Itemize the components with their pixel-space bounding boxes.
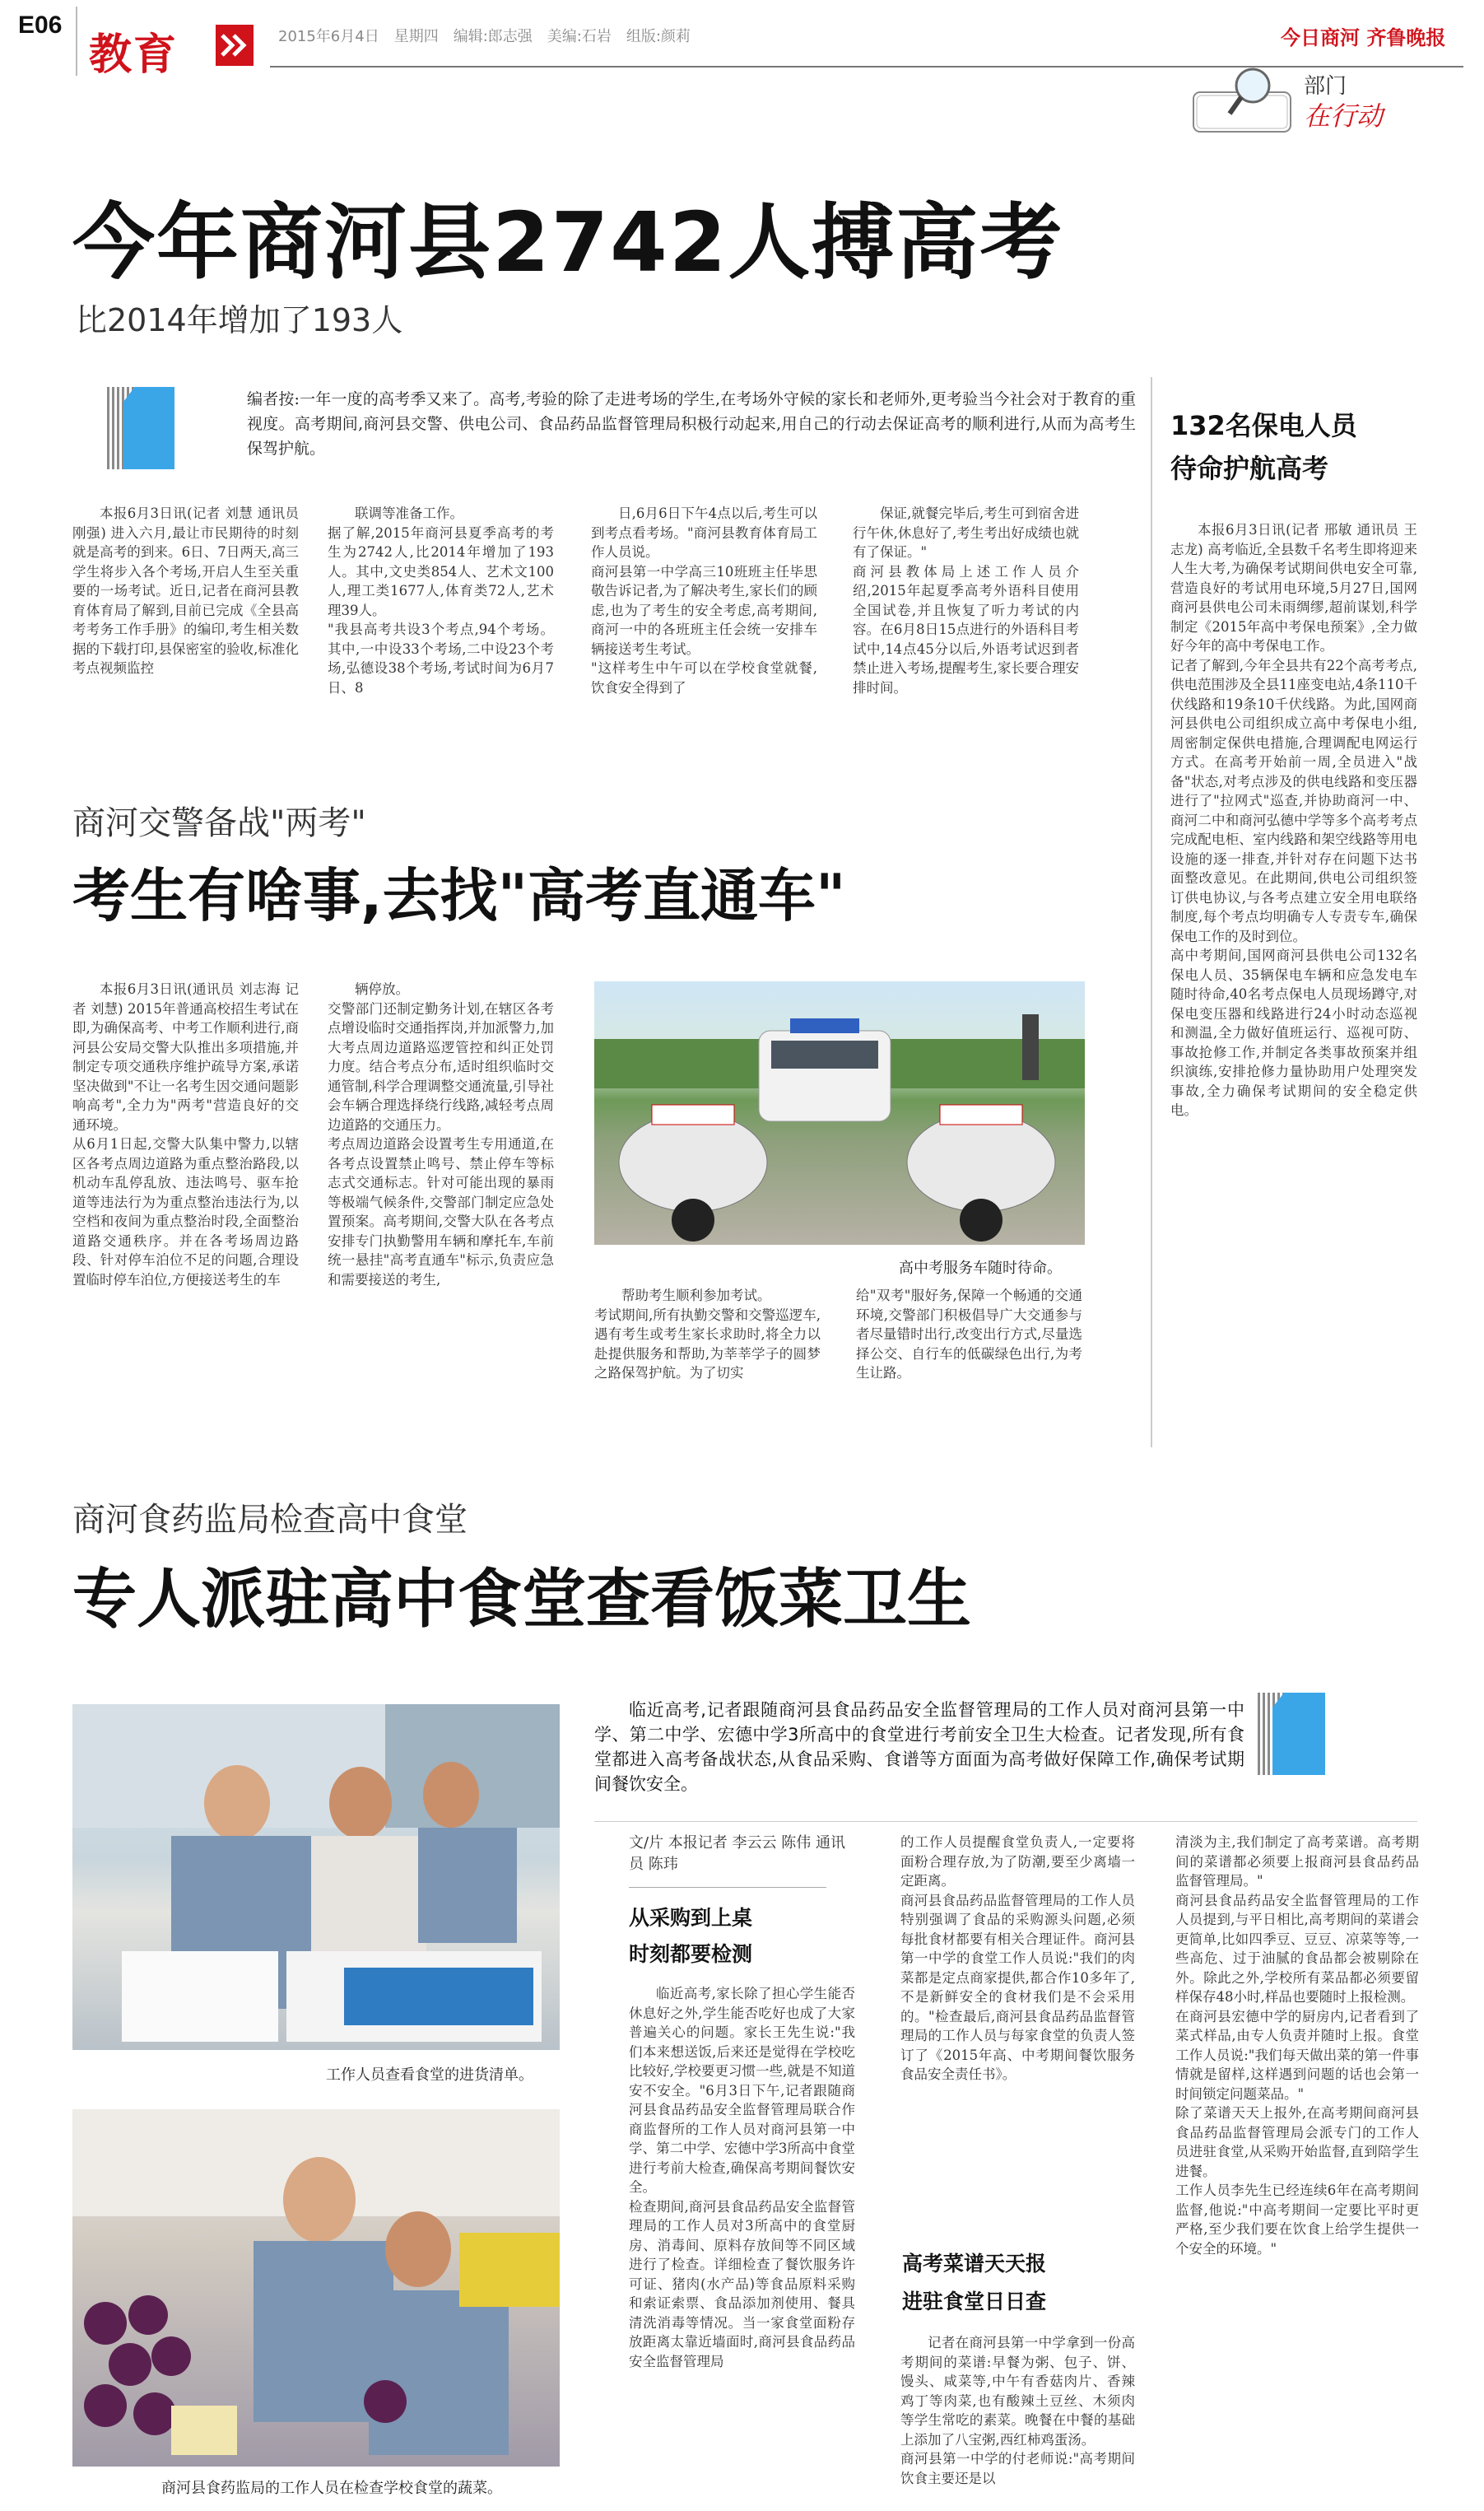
vegetable-photo — [72, 2109, 560, 2467]
traffic-police-photo — [594, 981, 1085, 1245]
article3-col2b — [900, 2333, 1135, 2486]
article3-title: 专人派驻高中食堂查看饭菜卫生 — [72, 1563, 972, 1637]
section-title: 教育 — [89, 30, 179, 80]
inspection-photo — [72, 1704, 560, 2050]
double-chevron-icon — [216, 25, 254, 66]
article2-col3-text: 帮助考生顺利参加考试。 考试期间,所有执勤交警和交警巡逻车,遇有考生或考生家长求助时,将全力以赴提供服务和帮助,为莘莘学子的圆梦之路保驾护航。为了切实 — [594, 1288, 821, 1381]
article1-col2 — [328, 504, 554, 743]
article1-col1: 本报6月3日讯(记者 刘慧 通讯员 刚强) 进入六月,最让市民期待的时刻就是高考的到来。6日、7日两天,高三学生将步入各个考场,开启人生至关重要的一场考试。近日,记者在商河县教育体育局了解到,目前已完成《全县高考考务工作手册》的编印,考生相关数据的下载打印,县保密室的验收,标准化考点视频监控 — [72, 505, 299, 676]
article1-subtitle: 比2014年增加了193人 — [76, 302, 403, 338]
subhead1-line1: 从采购到上桌 — [629, 1906, 753, 1930]
brand-logo: 今日商河 齐鲁晚报 — [1281, 26, 1446, 49]
magnifier-icon — [1190, 63, 1297, 138]
article3-col2-text: 的工作人员提醒食堂负责人,一定要将面粉合理存放,为了防潮,要至少离墙一定距离。 商河县食品药品监督管理局的工作人员特别强调了食品的采购源头问题,必须每批食材都要有相关合理证件。商河县第一中学的食堂工作人员说:"我们的肉菜都是定点商家提供,都合作10多年了,不是新鲜安全的食材我们是不会采用的。"检查最后,商河县食品药品监督管理局的工作人员与每家食堂的负责人签订了《2015年高、中考期间餐饮服务食品安全责任书》。 — [900, 1834, 1135, 2082]
article2-col1-text: 本报6月3日讯(通讯员 刘志海 记者 刘慧) 2015年普通高校招生考试在即,为确保高考、中考工作顺利进行,商河县公安局交警大队推出多项措施,并制定专项交通秩序维护疏导方案,承诺坚决做到"不让一名考生因交通问题影响高考",全力为"两考"营造良好的交通环境。 从6月1日起,交警大队集中警力,以辖区各考点周边道路为重点整治路段,以机动车乱停乱放、违法鸣号、驱车抢道等违法行为为重点整治违法行为,以空档和夜间为重点整治时段,全面整治道路交通秩序。并在各考场周边路段、针对停车泊位不足的问题,合理设置临时停车泊位,方便接送考生的车 — [72, 981, 299, 1288]
sidebar-body — [1170, 520, 1417, 1442]
article1-col4 — [853, 504, 1079, 743]
article1-col3 — [591, 504, 817, 743]
article1-title: 今年商河县2742人搏高考 — [72, 194, 1064, 291]
article3-lead: 临近高考,记者跟随商河县食品药品安全监督管理局的工作人员对商河县第一中学、第二中学、宏德中学3所高中的食堂进行考前安全卫生大检查。记者发现,所有食堂都进入高考备战状态,从食品采购、食谱等方面面为高考做好保障工作,确保考试期间餐饮安全。 — [594, 1700, 1244, 1794]
lead-icon — [1272, 1693, 1325, 1775]
byline-rule — [629, 1887, 826, 1888]
article2-col4 — [856, 1286, 1082, 1418]
editor-note: 编者按:一年一度的高考季又来了。高考,考验的除了走进考场的学生,在考场外守候的家长和老师外,更考验当今社会对于教育的重视度。高考期间,商河县交警、供电公司、食品药品监督管理局积极行动起来,用自己的行动去保证高考的顺利进行,从而为高考生保驾护航。 — [247, 390, 1136, 458]
vegetable-photo-caption: 商河县食药监局的工作人员在检查学校食堂的蔬菜。 — [161, 2480, 502, 2497]
header-divider — [76, 7, 77, 76]
article1-col4-text: 保证,就餐完毕后,考生可到宿舍进行午休,休息好了,考生考出好成绩也就有了保证。" 商河县教体局上述工作人员介绍,2015年起夏季高考外语科目使用全国试卷,并且恢复了听力考试的内容。在6月8日15点进行的外语科目考试中,14点45分以后,外语考试迟到者禁止进入考场,提醒考生,家长要合理安排时间。 — [853, 505, 1079, 696]
subhead1-line2: 时刻都要检测 — [629, 1942, 753, 1966]
article2-col2-text: 辆停放。 交警部门还制定勤务计划,在辖区各考点增设临时交通指挥岗,并加派警力,加大考点周边道路巡逻管控和纠正处罚力度。结合考点分布,适时组织临时交通管制,科学合理调整交通流量,引导社会车辆合理选择绕行线路,减轻考点周边道路的交通压力。 考点周边道路会设置考生专用通道,在各考点设置禁止鸣号、禁止停车等标志式交通标志。针对可能出现的暴雨等极端气候条件,交警部门制定应急处置预案。高考期间,交警大队在各考点安排专门执勤警用车辆和摩托车,车前统一悬挂"高考直通车"标示,负责应急和需要接送的考生, — [328, 981, 554, 1288]
article2-col4-text: 给"双考"服好务,保障一个畅通的交通环境,交警部门积极倡导广大交通参与者尽量错时出行,改变出行方式,尽量选择公交、自行车的低碳绿色出行,为考生让路。 — [856, 1288, 1082, 1381]
page-number: E06 — [18, 12, 63, 39]
article2-col2 — [328, 980, 554, 1418]
article3-col3 — [1175, 1833, 1419, 2471]
dept-tagline: 在行动 — [1304, 100, 1384, 132]
sidebar-title-line2: 待命护航高考 — [1170, 453, 1329, 484]
subhead2-line2: 进驻食堂日日查 — [902, 2290, 1047, 2313]
article3-col1 — [629, 1984, 855, 2471]
article2-col3 — [594, 1286, 821, 1418]
article3-col2 — [900, 1833, 1135, 2236]
sidebar-title-line1: 132名保电人员 — [1170, 410, 1357, 441]
article3-kicker: 商河食药监局检查高中食堂 — [72, 1501, 468, 1539]
dept-label: 部门 — [1304, 74, 1347, 99]
article3-byline: 文/片 本报记者 李云云 陈伟 通讯员 陈玮 — [629, 1834, 845, 1873]
traffic-photo-caption: 高中考服务车随时待命。 — [899, 1260, 1062, 1277]
article3-col1-text: 临近高考,家长除了担心学生能否休息好之外,学生能否吃好也成了大家普遍关心的问题。家长王先生说:"我们本来想送饭,后来还是觉得在学校吃比较好,学校要更习惯一些,就是不知道安不安全。"6月3日下午,记者跟随商河县食品药品安全监督管理局联合作商监督所的工作人员对商河县第一中学、第二中学、宏德中学3所高中食堂进行考前大检查,确保高考期间餐饮安全。 检查期间,商河县食品药品安全监督管理局的工作人员对3所高中的食堂厨房、消毒间、原料存放间等不同区域进行了检查。详细检查了餐饮服务许可证、猪肉(水产品)等食品原料采购和索证索票、食品添加剂使用、餐具清洗消毒等情况。当一家食堂面粉存放距离太靠近墙面时,商河县食品药品安全监督管理局 — [629, 1986, 855, 2369]
sidebar-divider — [1151, 377, 1152, 1447]
article1-col2-text: 联调等准备工作。 据了解,2015年商河县夏季高考的考生为2742人,比2014年增加了193人。其中,文史类854人、艺术文100人,理工类1677人,体育类72人,艺术理39人。 "我县高考共设3个考点,94个考场。其中,一中设33个考场,二中设23个考场,弘德设38个考场,考试时间为6月7日、8 — [328, 505, 554, 696]
article3-col2b-text: 记者在商河县第一中学拿到一份高考期间的菜谱:早餐为粥、包子、饼、馒头、咸菜等,中午有香菇肉片、香辣鸡丁等肉菜,也有酸辣土豆丝、木须肉等学生常吃的素菜。晚餐在中餐的基础上添加了八宝粥,西红柿鸡蛋汤。 商河县第一中学的付老师说:"高考期间饮食主要还是以 — [900, 2335, 1135, 2486]
subhead2-line1: 高考菜谱天天报 — [902, 2252, 1047, 2276]
article2-col1 — [72, 980, 299, 1418]
lead-rule — [594, 1821, 1417, 1822]
article3-col3-text: 清淡为主,我们制定了高考菜谱。高考期间的菜谱都必须要上报商河县食品药品监督管理局。" 商河县食品药品安全监督管理局的工作人员提到,与平日相比,高考期间的菜谱会更简单,比如四季豆、豆豆、凉菜等等,一些高危、过于油腻的食品都会被剔除在外。除此之外,学校所有菜品都必须要留样保存48小时,样品也要随时上报检测。 在商河县宏德中学的厨房内,记者看到了菜式样品,由专人负责并随时上报。食堂工作人员说:"我们每天做出菜的第一件事情就是留样,这样遇到问题的话也会第一时间锁定问题菜品。" 除了菜谱天天上报外,在高考期间商河县食品药品监督管理局会派专门的工作人员进驻食堂,从采购开始监督,直到陪学生进餐。 工作人员李先生已经连续6年在高考期间监督,他说:"中高考期间一定要比平时更严格,至少我们要在饮食上给学生提供一个安全的环境。" — [1175, 1834, 1419, 2257]
sidebar-body-text: 本报6月3日讯(记者 邢敏 通讯员 王志龙) 高考临近,全县数千名考生即将迎来人生大考,为确保考试期间供电安全可靠,营造良好的考试用电环境,5月27日,国网商河县供电公司未雨绸缪,超前谋划,科学制定《2015年高中考保电预案》,全力做好今年的高中考保电工作。 记者了解到,今年全县共有22个高考考点,供电范围涉及全县11座变电站,4条110千伏线路和19条10千伏线路。为此,国网商河县供电公司组织成立高中考保电小组,周密制定保供电措施,合理调配电网运行方式。在高考开始前一周,全员进入"战备"状态,对考点涉及的供电线路和变压器进行了"拉网式"巡查,并协助商河一中、商河二中和商河弘德中学等多个高考考点完成配电柜、室内线路和架空线路等用电设施的逐一排查,并针对存在问题下达书面整改意见。在此期间,供电公司组织签订供电协议,与各考点建立安全用电联络制度,每个考点均明确专人专责专车,确保保电工作的及时到位。 高中考期间,国网商河县供电公司132名保电人员、35辆保电车辆和应急发电车随时待命,40名考点保电人员现场蹲守,对保电变压器和线路进行24小时动态巡视和测温,全力做好值班运行、巡视可防、事故抢修工作,并制定各类事故预案并组织演练,安排抢修力量协助用户处理突发事故,全力确保考试期间的安全稳定供电。 — [1170, 522, 1417, 1118]
inspection-photo-caption: 工作人员查看食堂的进货清单。 — [326, 2066, 533, 2084]
issue-meta: 2015年6月4日 星期四 编辑:郎志强 美编:石岩 组版:颜莉 — [278, 28, 691, 45]
article2-title: 考生有啥事,去找"高考直通车" — [72, 862, 846, 929]
article2-kicker: 商河交警备战"两考" — [72, 804, 366, 842]
article1-col3-text: 日,6月6日下午4点以后,考生可以到考点看考场。"商河县教育体育局工作人员说。 商河县第一中学高三10班班主任毕思敬告诉记者,为了解决考生,家长们的顾虑,也为了考生的安全考虑,高考期间,商河一中的各班班主任会统一安排车辆接送考生考试。 "这样考生中午可以在学校食堂就餐,饮食安全得到了 — [591, 505, 817, 696]
editor-note-icon — [123, 387, 174, 469]
